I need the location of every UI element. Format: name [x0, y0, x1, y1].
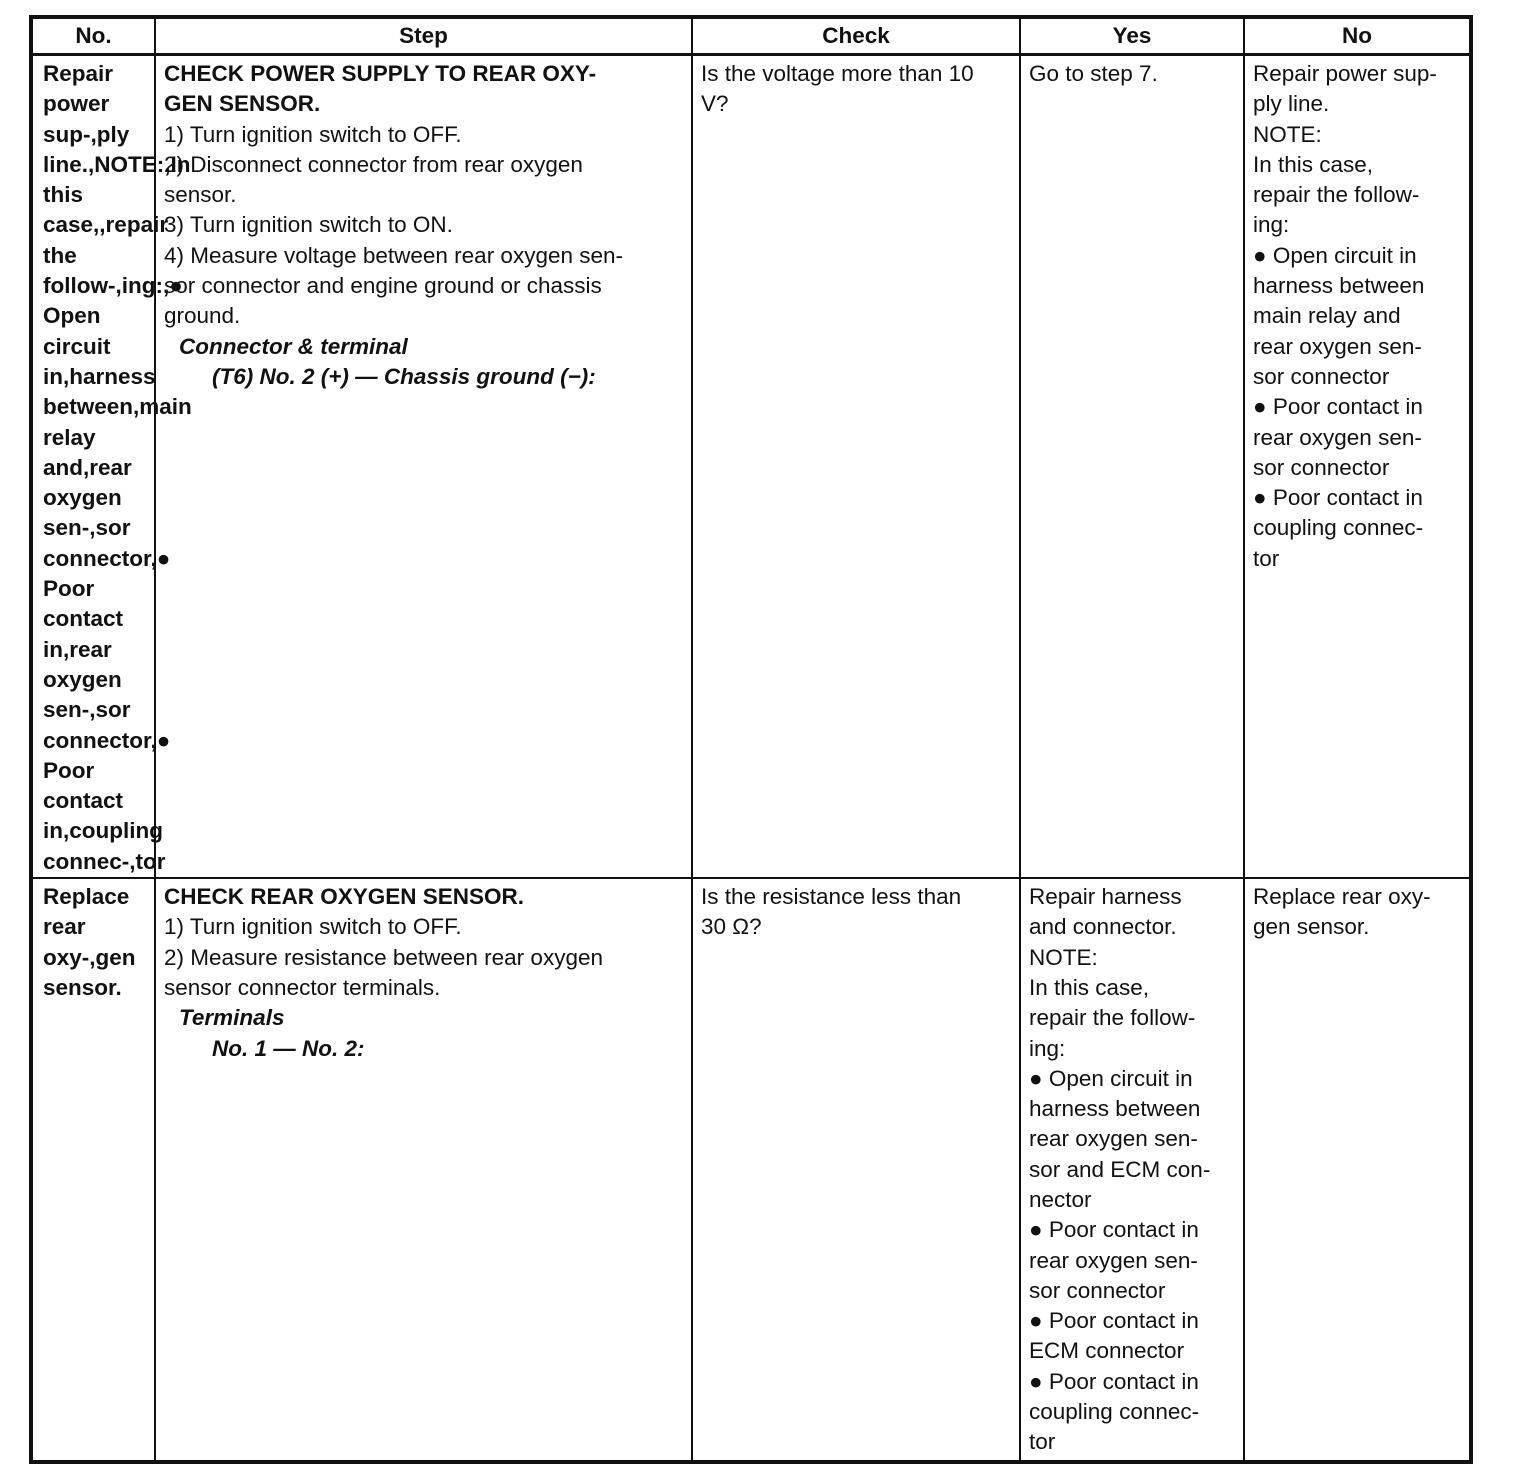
step-line: 1) Turn ignition switch to OFF.	[164, 121, 462, 147]
yes-line: harness between	[1029, 1096, 1201, 1122]
check-line: 30 Ω?	[701, 914, 762, 940]
yes-line: ● Poor contact in	[1029, 1217, 1199, 1243]
table-row-step-7	[31, 878, 1471, 1462]
no-line: sor connector	[1253, 363, 1390, 389]
yes-line: nector	[1029, 1186, 1092, 1212]
no-line: gen sensor.	[1253, 914, 1370, 940]
yes-line: ECM connector	[1029, 1338, 1185, 1364]
header-no: No.	[31, 17, 155, 55]
no-line: ing:	[1253, 212, 1290, 238]
yes-line: rear oxygen sen-	[1029, 1247, 1198, 1273]
no-line: sor connector	[1253, 454, 1390, 480]
spec-label: Connector & terminal	[179, 333, 408, 359]
yes-line: and connector.	[1029, 914, 1177, 940]
step-line: 1) Turn ignition switch to OFF.	[164, 914, 462, 940]
no-cell	[1244, 878, 1471, 1462]
step-line: 2) Measure resistance between rear oxygen	[164, 944, 603, 970]
no-line: ply line.	[1253, 91, 1330, 117]
yes-line: ● Open circuit in	[1029, 1065, 1193, 1091]
header-check: Check	[692, 17, 1020, 55]
diagnostic-table	[29, 15, 1473, 1464]
yes-line: NOTE:	[1029, 944, 1098, 970]
check-line: Is the resistance less than	[701, 884, 962, 910]
yes-line: ● Poor contact in	[1029, 1308, 1199, 1334]
row-number: Repair power sup-,ply line.,NOTE:,In this case,,repair the follow-,ing:,● Open circuit in,harness between,main relay and,rear oxygen sen-,sor connector,● Poor contact in,rear oxygen sen-,sor connector,● Poor contact in,coupling connec-,tor	[31, 55, 155, 879]
header-row	[31, 17, 1471, 55]
step-cell	[155, 55, 692, 879]
yes-line: ● Poor contact in	[1029, 1368, 1199, 1394]
yes-line: Go to step 7.	[1029, 61, 1158, 86]
spec-value: (T6) No. 2 (+) — Chassis ground (−):	[212, 363, 596, 389]
no-line: repair the follow-	[1253, 182, 1420, 208]
step-heading: GEN SENSOR.	[164, 91, 321, 117]
step-line: sensor connector terminals.	[164, 974, 441, 1000]
yes-line: sor connector	[1029, 1277, 1166, 1303]
step-cell	[155, 878, 692, 1462]
yes-line: repair the follow-	[1029, 1005, 1196, 1031]
yes-line: In this case,	[1029, 974, 1150, 1000]
step-line: sensor.	[164, 182, 237, 208]
check-line: Is the voltage more than 10	[701, 61, 974, 86]
yes-line: tor	[1029, 1429, 1056, 1455]
yes-cell	[1020, 55, 1244, 879]
step-heading: CHECK POWER SUPPLY TO REAR OXY-	[164, 61, 597, 86]
no-line: Replace rear oxy-	[1253, 884, 1431, 910]
row-number: Replace rear oxy-,gen sensor.	[31, 878, 155, 1462]
check-line: V?	[701, 91, 729, 117]
step-line: ground.	[164, 303, 241, 329]
yes-line: coupling connec-	[1029, 1399, 1200, 1425]
check-cell	[692, 55, 1020, 879]
no-line: rear oxygen sen-	[1253, 333, 1422, 359]
no-line: ● Poor contact in	[1253, 485, 1423, 511]
header-step: Step	[155, 17, 692, 55]
step-line: 3) Turn ignition switch to ON.	[164, 212, 453, 238]
step-line: 2) Disconnect connector from rear oxygen	[164, 151, 583, 177]
step-line: 4) Measure voltage between rear oxygen sen-	[164, 242, 624, 268]
no-line: ● Open circuit in	[1253, 242, 1417, 268]
no-line: main relay and	[1253, 303, 1401, 329]
step-heading: CHECK REAR OXYGEN SENSOR.	[164, 884, 525, 910]
no-line: coupling connec-	[1253, 515, 1424, 541]
yes-line: sor and ECM con-	[1029, 1156, 1211, 1182]
table-row-step-6	[31, 55, 1471, 879]
step-line: sor connector and engine ground or chassis	[164, 273, 602, 299]
spec-value: No. 1 — No. 2:	[212, 1035, 365, 1061]
no-line: In this case,	[1253, 151, 1374, 177]
header-no-col: No	[1244, 17, 1471, 55]
yes-cell	[1020, 878, 1244, 1462]
no-line: ● Poor contact in	[1253, 394, 1423, 420]
yes-line: rear oxygen sen-	[1029, 1126, 1198, 1152]
header-yes: Yes	[1020, 17, 1244, 55]
spec-label: Terminals	[179, 1005, 285, 1031]
no-line: rear oxygen sen-	[1253, 424, 1422, 450]
yes-line: Repair harness	[1029, 884, 1182, 910]
no-line: tor	[1253, 545, 1280, 571]
no-line: harness between	[1253, 273, 1425, 299]
no-line: NOTE:	[1253, 121, 1322, 147]
check-cell	[692, 878, 1020, 1462]
no-cell	[1244, 55, 1471, 879]
yes-line: ing:	[1029, 1035, 1066, 1061]
no-line: Repair power sup-	[1253, 61, 1437, 86]
